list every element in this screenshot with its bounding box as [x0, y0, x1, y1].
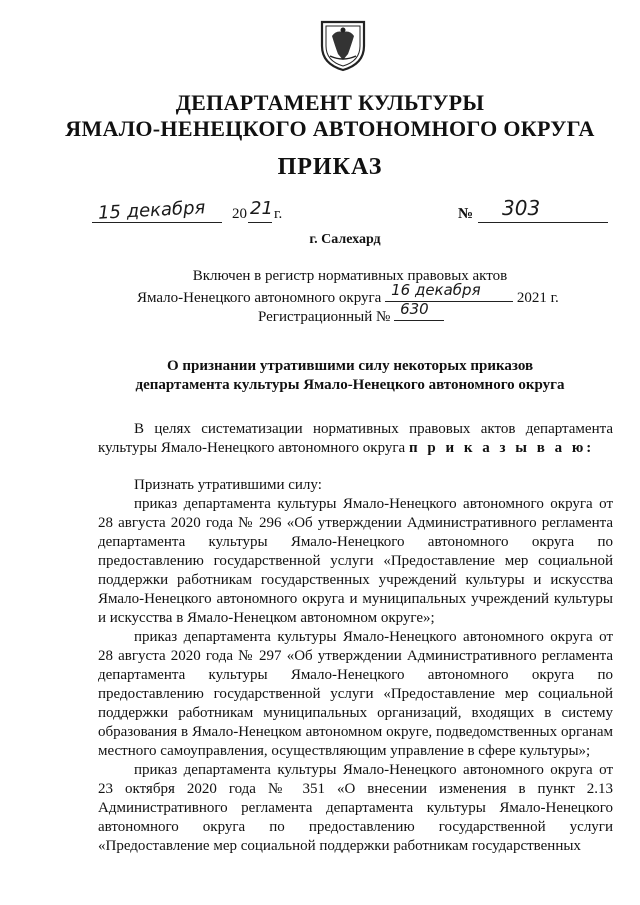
year-underline	[248, 222, 272, 223]
year-prefix: 20	[232, 206, 247, 222]
subject-line1: О признании утратившими силу некоторых приказов	[166, 358, 534, 374]
registration-year: 2021 г.	[516, 290, 559, 306]
order-number	[458, 196, 618, 226]
subject-line2: департамента культуры Ямало-Ненецкого автономного округа	[135, 377, 565, 393]
registration-number-label: Регистрационный №	[258, 309, 391, 325]
order-verb: п р и к а з ы в а ю:	[408, 440, 595, 456]
city-name: г. Салехард	[309, 232, 381, 247]
year-suffix: г.	[274, 206, 283, 222]
intro-paragraph	[98, 420, 613, 458]
document-body	[98, 420, 613, 856]
list-item: приказ департамента культуры Ямало-Ненецкого автономного округа от 28 августа 2020 года № 297 «Об утверждении Административного регламента департамента культуры Ямало-Ненецкого автономного округа по предоставлению государственной услуги «Предоставление мер социальной поддержки работникам муниципальных организаций, входящих в систему образования в Ямало-Ненецком автономном округе, подведомственных органам местного самоуправления, осуществляющим управление в сфере культуры»;	[98, 629, 613, 759]
handwritten-registration-number: 630	[400, 300, 429, 318]
list-item: приказ департамента культуры Ямало-Ненецкого автономного округа от 23 октября 2020 года № 351 «О внесении изменения в пункт 2.13 Административного регламента департамента культуры Ямало-Ненецкого автономного округа по предоставлению государственной услуги «Предоставление мер социальной поддержки работникам государственных	[98, 762, 613, 854]
list-item: приказ департамента культуры Ямало-Ненецкого автономного округа от 28 августа 2020 года № 296 «Об утверждении Административного регламента департамента культуры Ямало-Ненецкого автономного округа по предоставлению государственной услуги «Предоставление мер социальной поддержки работникам государственных учреждений культуры и искусства Ямало-Ненецкого автономного округа и муниципальных учреждений культуры и искусства в Ямало-Ненецком автономном округе»;	[98, 496, 613, 626]
department-name-line1: ДЕПАРТАМЕНТ КУЛЬТУРЫ	[175, 90, 485, 115]
registration-line3	[258, 300, 558, 326]
intro-text: В целях систематизации нормативных правовых актов департамента культуры Ямало-Ненецкого автономного округа	[98, 421, 613, 456]
department-name-line2: ЯМАЛО-НЕНЕЦКОГО АВТОНОМНОГО ОКРУГА	[65, 116, 595, 141]
handwritten-year: 21	[250, 198, 273, 219]
number-label: №	[458, 206, 474, 222]
handwritten-number: 303	[502, 196, 541, 220]
handwritten-date: 15 декабря	[97, 197, 206, 224]
registration-line1: Включен в регистр нормативных правовых актов	[192, 268, 508, 284]
registration-line2-prefix: Ямало-Ненецкого автономного округа	[137, 290, 382, 306]
order-date	[92, 197, 292, 228]
number-underline	[478, 222, 608, 223]
recognize-paragraph: Признать утратившими силу:	[134, 477, 322, 493]
registration-line2	[137, 281, 607, 307]
date-underline	[92, 222, 222, 223]
coat-of-arms-icon	[318, 16, 368, 72]
handwritten-registration-date: 16 декабря	[391, 281, 481, 299]
document-type-title: ПРИКАЗ	[277, 154, 383, 180]
registration-number-blank	[394, 300, 444, 321]
